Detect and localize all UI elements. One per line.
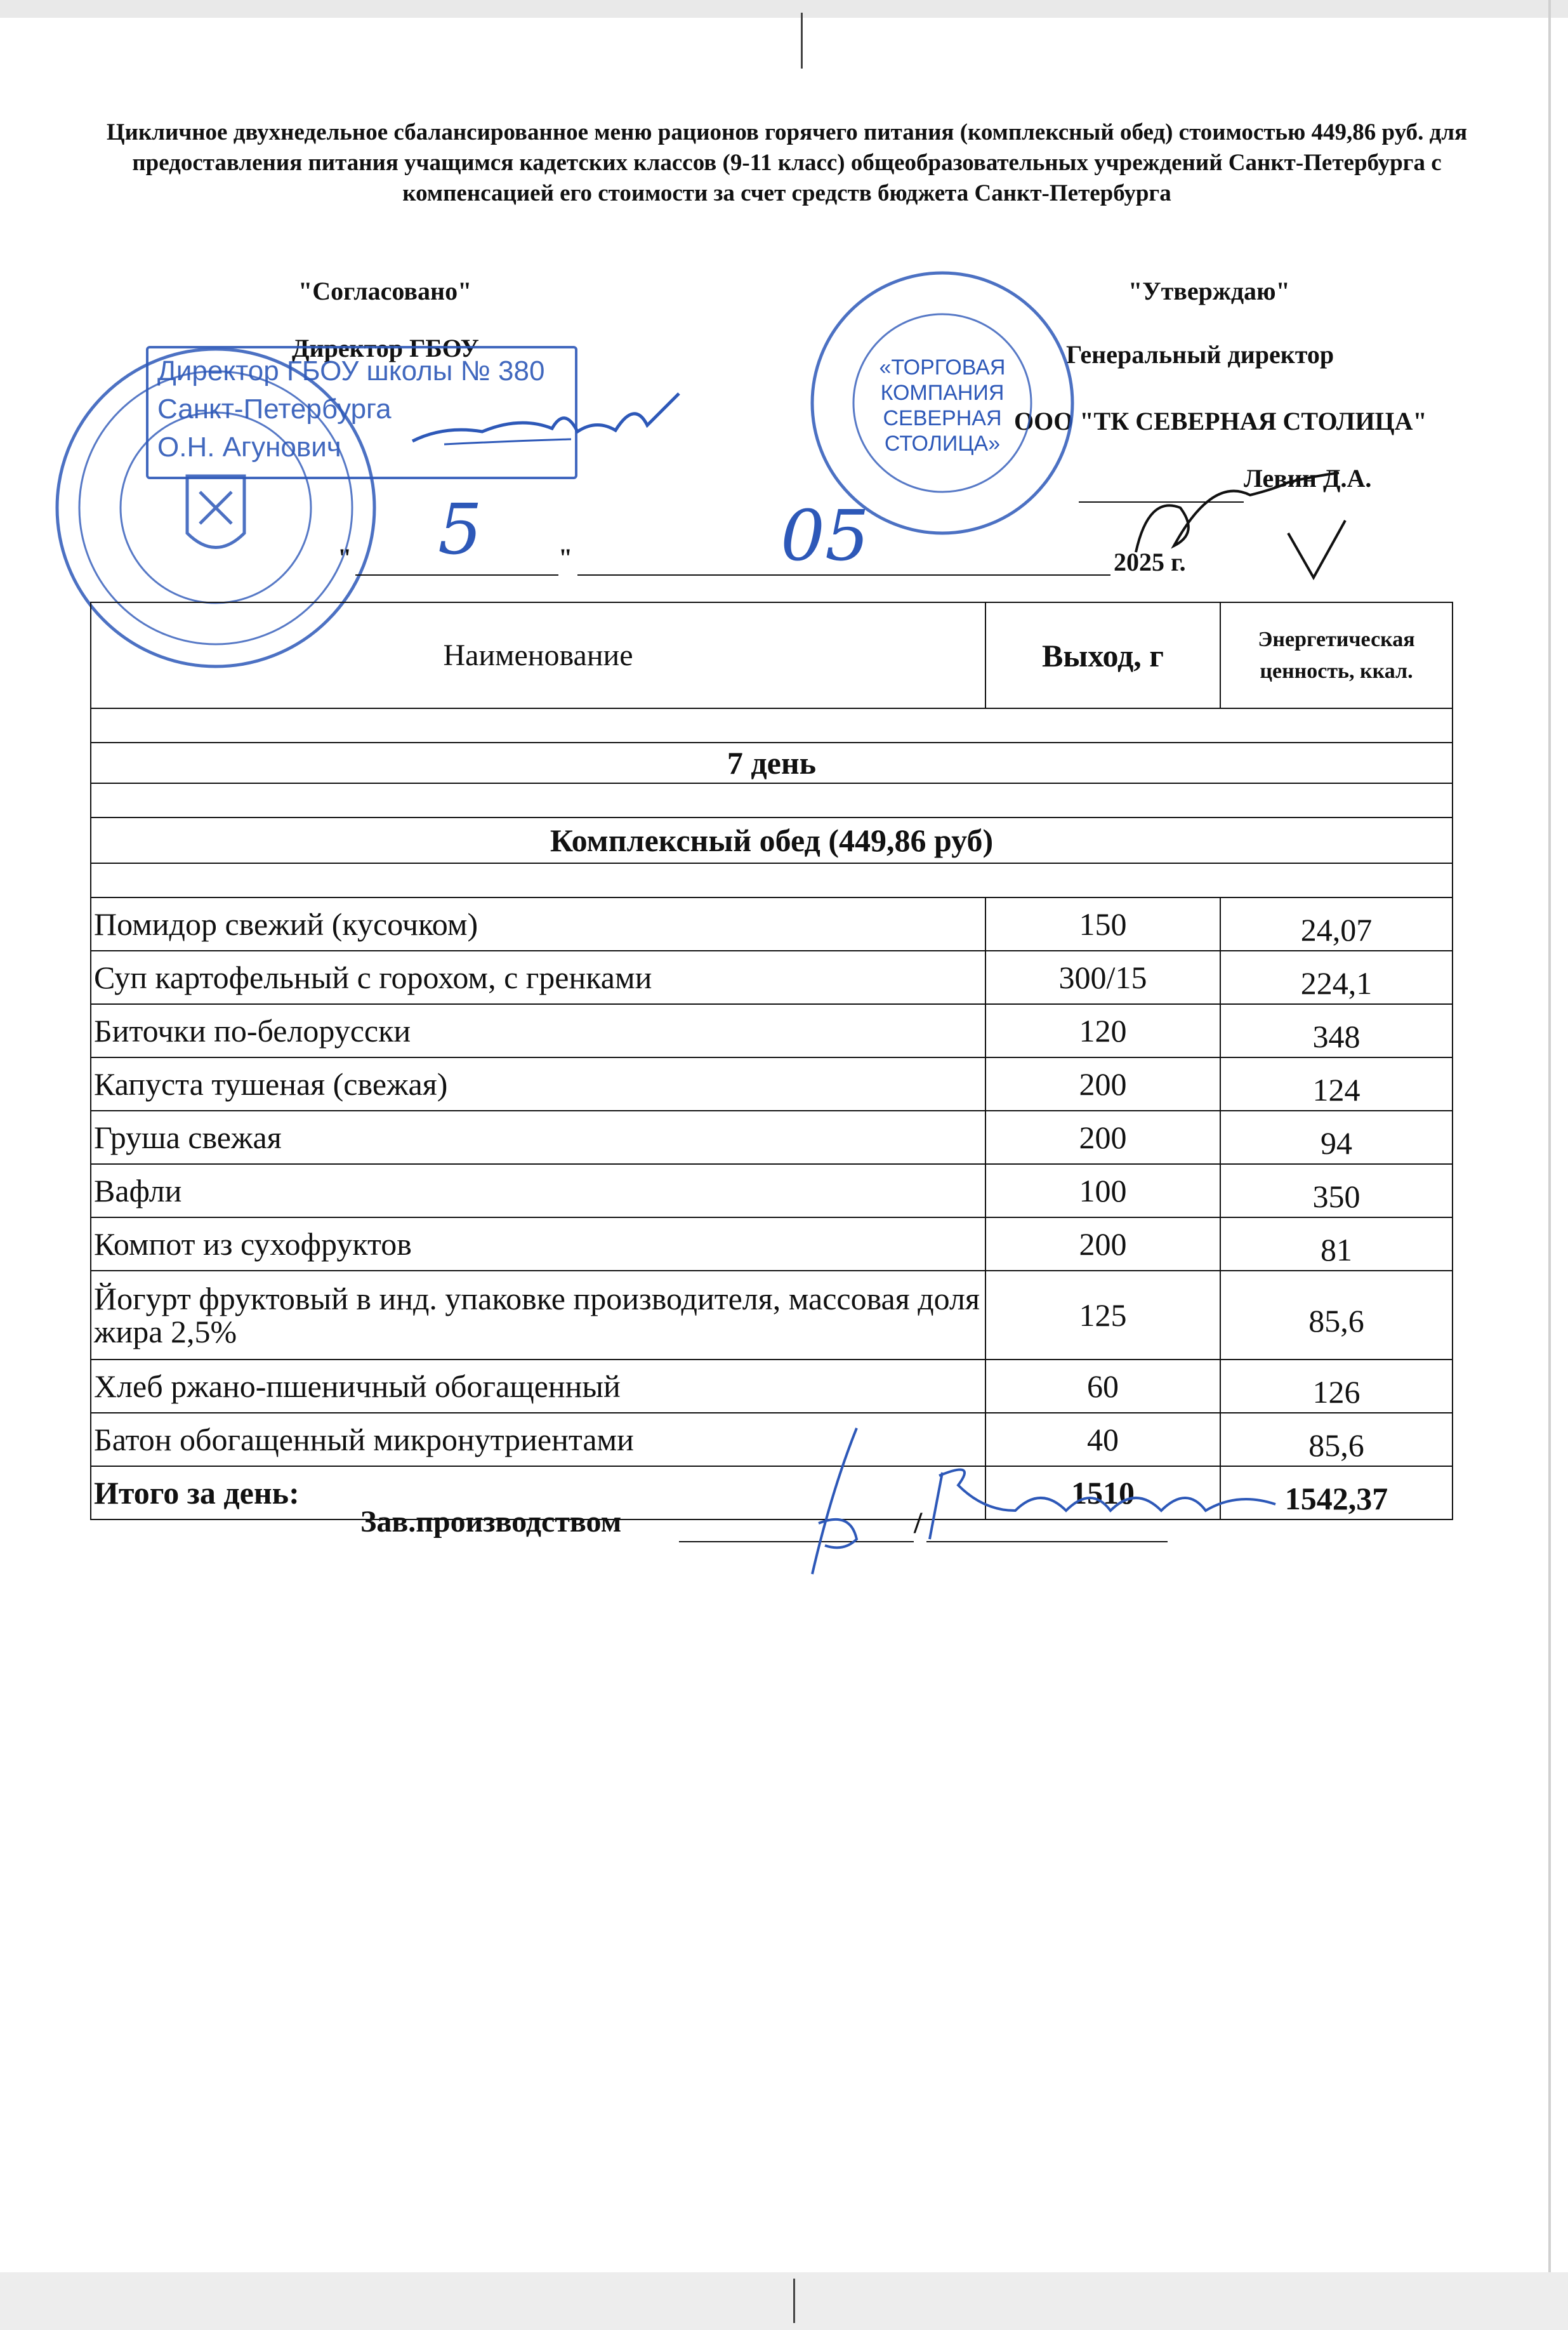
date-quote-open: " bbox=[338, 543, 352, 572]
school-director-signature-icon bbox=[406, 381, 685, 470]
day-row bbox=[91, 743, 1453, 783]
fold-mark-top bbox=[801, 13, 803, 69]
stamp-center-line: КОМПАНИЯ bbox=[880, 381, 1005, 405]
dish-output: 100 bbox=[985, 1164, 1220, 1217]
table-header-row bbox=[91, 602, 1453, 708]
dish-output: 300/15 bbox=[985, 951, 1220, 1004]
agreed-label: "Согласовано" bbox=[298, 277, 472, 305]
company-name: ООО "ТК СЕВЕРНАЯ СТОЛИЦА" bbox=[1014, 407, 1427, 435]
scan-top-edge bbox=[0, 0, 1568, 18]
general-director-name: Левин Д.А. bbox=[1244, 464, 1372, 493]
complex-row bbox=[91, 817, 1453, 863]
dish-kcal: 126 bbox=[1220, 1360, 1453, 1413]
table-row bbox=[91, 1057, 1453, 1111]
date-month-handwritten: 05 bbox=[781, 495, 869, 576]
dish-output: 200 bbox=[985, 1111, 1220, 1164]
date-day-line bbox=[355, 574, 558, 576]
date-year: 2025 г. bbox=[1114, 548, 1186, 576]
general-director-position: Генеральный директор bbox=[1066, 340, 1334, 369]
table-row bbox=[91, 897, 1453, 951]
dish-kcal: 81 bbox=[1220, 1217, 1453, 1271]
menu-table bbox=[90, 602, 1453, 1520]
dish-kcal: 224,1 bbox=[1220, 951, 1453, 1004]
dish-output: 120 bbox=[985, 1004, 1220, 1057]
dish-kcal: 85,6 bbox=[1220, 1271, 1453, 1360]
scan-right-edge bbox=[1548, 0, 1551, 2330]
day-label: 7 день bbox=[91, 743, 1453, 783]
dish-output: 200 bbox=[985, 1057, 1220, 1111]
stamp-line: Санкт-Петербурга bbox=[157, 394, 392, 425]
table-row bbox=[91, 1164, 1453, 1217]
spacer-row bbox=[91, 708, 1453, 743]
dish-kcal: 94 bbox=[1220, 1111, 1453, 1164]
dish-output: 125 bbox=[985, 1271, 1220, 1360]
scan-bottom-edge bbox=[0, 2272, 1568, 2330]
header-name: Наименование bbox=[91, 602, 985, 708]
stamp-center-line: СЕВЕРНАЯ bbox=[883, 406, 1002, 430]
dish-output: 40 bbox=[985, 1413, 1220, 1466]
header-output: Выход, г bbox=[985, 602, 1220, 708]
fold-mark-bottom bbox=[793, 2279, 795, 2323]
dish-name: Груша свежая bbox=[91, 1111, 985, 1164]
table-row bbox=[91, 1360, 1453, 1413]
dish-name: Батон обогащенный микронутриентами bbox=[91, 1413, 985, 1466]
header-energy: Энергетическая ценность, ккал. bbox=[1220, 602, 1453, 708]
stamp-line: Директор ГБОУ школы № 380 bbox=[157, 355, 545, 387]
dish-name: Биточки по-белорусски bbox=[91, 1004, 985, 1057]
stamp-center-line: СТОЛИЦА» bbox=[884, 432, 1001, 456]
stamp-line: О.Н. Агунович bbox=[157, 432, 341, 463]
table-row bbox=[91, 951, 1453, 1004]
dish-name: Суп картофельный с горохом, с гренками bbox=[91, 951, 985, 1004]
dish-name: Помидор свежий (кусочком) bbox=[91, 897, 985, 951]
dish-kcal: 350 bbox=[1220, 1164, 1453, 1217]
production-head-label: Зав.производством bbox=[360, 1505, 622, 1539]
date-quote-close: " bbox=[558, 543, 573, 572]
dish-output: 200 bbox=[985, 1217, 1220, 1271]
dish-name: Йогурт фруктовый в инд. упаковке производителя, массовая доля жира 2,5% bbox=[91, 1271, 985, 1360]
dish-kcal: 348 bbox=[1220, 1004, 1453, 1057]
table-row bbox=[91, 1004, 1453, 1057]
spacer-row bbox=[91, 863, 1453, 897]
complex-label: Комплексный обед (449,86 руб) bbox=[91, 817, 1453, 863]
dish-output: 150 bbox=[985, 897, 1220, 951]
table-row bbox=[91, 1111, 1453, 1164]
total-output: 1510 bbox=[985, 1466, 1220, 1519]
dish-kcal: 124 bbox=[1220, 1057, 1453, 1111]
dish-name: Компот из сухофруктов bbox=[91, 1217, 985, 1271]
total-label: Итого за день: bbox=[91, 1466, 985, 1519]
table-row bbox=[91, 1271, 1453, 1360]
document-title: Цикличное двухнедельное сбалансированное меню рационов горячего питания (комплексный обед) стоимостью 449,86 руб. для предоставления питания учащимся кадетских классов (9-11 класс) общеобразовательных учреждений Санкт-Петербурга с компенсацией его стоимости за счет средств бюджета Санкт-Петербурга bbox=[106, 119, 1468, 206]
dish-name: Капуста тушеная (свежая) bbox=[91, 1057, 985, 1111]
spacer-row bbox=[91, 783, 1453, 817]
school-director-position: Директор ГБОУ bbox=[292, 334, 479, 362]
dish-name: Хлеб ржано-пшеничный обогащенный bbox=[91, 1360, 985, 1413]
dish-name: Вафли bbox=[91, 1164, 985, 1217]
dish-kcal: 85,6 bbox=[1220, 1413, 1453, 1466]
footer-separator: / bbox=[914, 1506, 923, 1540]
stamp-center-line: «ТОРГОВАЯ bbox=[879, 355, 1006, 380]
production-head-signature-icon bbox=[749, 1415, 1301, 1606]
total-kcal: 1542,37 bbox=[1220, 1466, 1453, 1519]
date-day-handwritten: 5 bbox=[438, 489, 482, 570]
approve-label: "Утверждаю" bbox=[1128, 277, 1290, 305]
dish-output: 60 bbox=[985, 1360, 1220, 1413]
table-row bbox=[91, 1217, 1453, 1271]
dish-kcal: 24,07 bbox=[1220, 897, 1453, 951]
